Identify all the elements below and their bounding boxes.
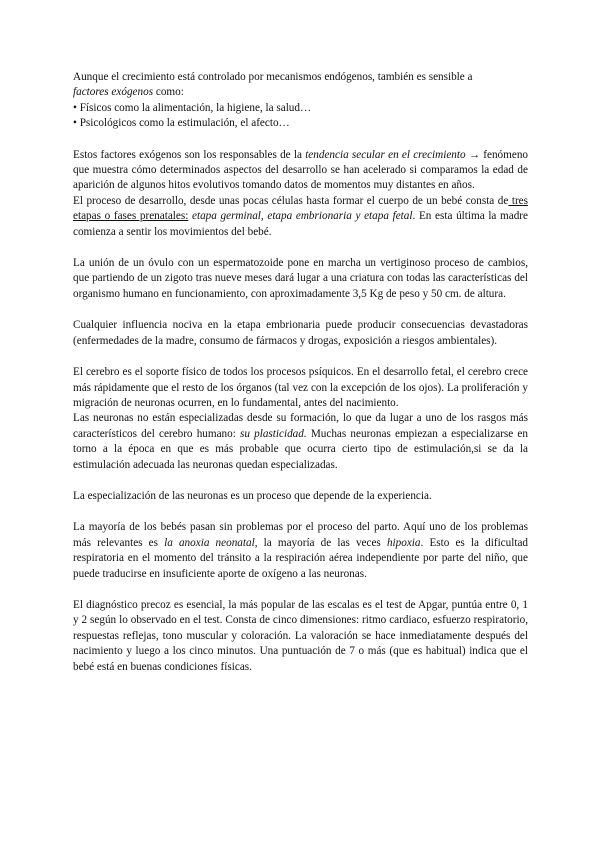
underline-run: tres etapas o fases prenatales:	[73, 194, 529, 223]
intro-text-end: como:	[153, 86, 184, 99]
paragraph-tendencia	[73, 148, 528, 194]
italic-run: su plasticidad.	[240, 427, 307, 440]
document-body	[73, 70, 528, 675]
text-run: Estos factores exógenos son los responsables de la	[73, 148, 306, 161]
paragraph-cerebro: El cerebro es el soporte físico de todos los procesos psíquicos. En el desarrollo fetal, el cerebro crece más rápidamente que el resto de los órganos (tal vez con la excepción de los ojos). La proliferación y migración de neuronas ocurren, en lo fundamental, antes del nacimiento.	[73, 366, 528, 409]
list-item: • Físicos como la alimentación, la higiene, la salud…	[73, 101, 312, 114]
text-run: La mayoría de los bebés pasan sin problemas por el proceso del parto. Aquí uno de los problemas más relevantes es	[73, 521, 528, 549]
intro-italic: factores exógenos	[73, 86, 154, 99]
intro-text: Aunque el crecimiento está controlado por mecanismos endógenos, también es sensible a	[73, 71, 473, 83]
paragraph-neuronas	[73, 411, 528, 473]
text-run: → fenómeno que muestra cómo determinados aspectos del desarrollo se han acelerado si comparamos la edad de aparición de algunos hitos evolutivos tomando datos de momentos muy distantes en años.	[73, 148, 529, 192]
text-run: . En esta última la madre comienza a sentir los movimientos del bebé.	[73, 210, 528, 238]
paragraph-especializacion: La especialización de las neuronas es un proceso que depende de la experiencia.	[73, 489, 432, 502]
text-run: El proceso de desarrollo, desde unas pocas células hasta formar el cuerpo de un bebé consta de	[73, 194, 509, 207]
italic-run: hipoxia	[386, 536, 421, 549]
text-run: Muchas neuronas empiezan a especializarse en torno a la época en que es más probable que ocurra cierto tipo de estimulación,si se da la estimulación adecuada las neuronas quedan especializadas.	[73, 427, 528, 471]
paragraph-parto	[73, 520, 528, 582]
text-run: , la mayoría de las veces	[254, 536, 387, 549]
text-run: Las neuronas no están especializadas desde su formación, lo que da lugar a uno de los rasgos más característicos del cerebro humano:	[73, 412, 528, 440]
paragraph-influencia: Cualquier influencia nociva en la etapa embrionaria puede producir consecuencias devastadoras (enfermedades de la madre, consumo de fármacos y drogas, exposición a riesgos ambientales).	[73, 319, 528, 347]
paragraph-union: La unión de un óvulo con un espermatozoide pone en marcha un vertiginoso proceso de cambios, que partiendo de un zigoto tras nueve meses dará lugar a una criatura con todas las características del organismo humano en funcionamiento, con aproximadamente 3,5 Kg de peso y 50 cm. de altura.	[73, 257, 528, 300]
italic-run: tendencia secular en el crecimiento	[305, 148, 466, 161]
italic-run: la anoxia neonatal	[164, 536, 255, 549]
intro-paragraph	[73, 70, 528, 101]
paragraph-etapas	[73, 194, 528, 240]
italic-run: etapa germinal, etapa embrionaria y etapa fetal	[188, 210, 413, 223]
text-run: . Esto es la dificultad respiratoria en el momento del tránsito a la respiración aérea independiente por parte del niño, que puede traducirse en insuficiente aporte de oxígeno a las neuronas.	[73, 536, 529, 580]
list-item: • Psicológicos como la estimulación, el afecto…	[73, 117, 290, 130]
paragraph-apgar: El diagnóstico precoz es esencial, la más popular de las escalas es el test de Apgar, puntúa entre 0, 1 y 2 según lo observado en el test. Consta de cinco dimensiones: ritmo cardiaco, esfuerzo respiratorio, respuestas reflejas, tono muscular y coloración. La valoración se hace inmediatamente después del nacimiento y luego a los cinco minutos. Una puntuación de 7 o más (que es habitual) indica que el bebé está en buenas condiciones físicas.	[73, 598, 528, 673]
